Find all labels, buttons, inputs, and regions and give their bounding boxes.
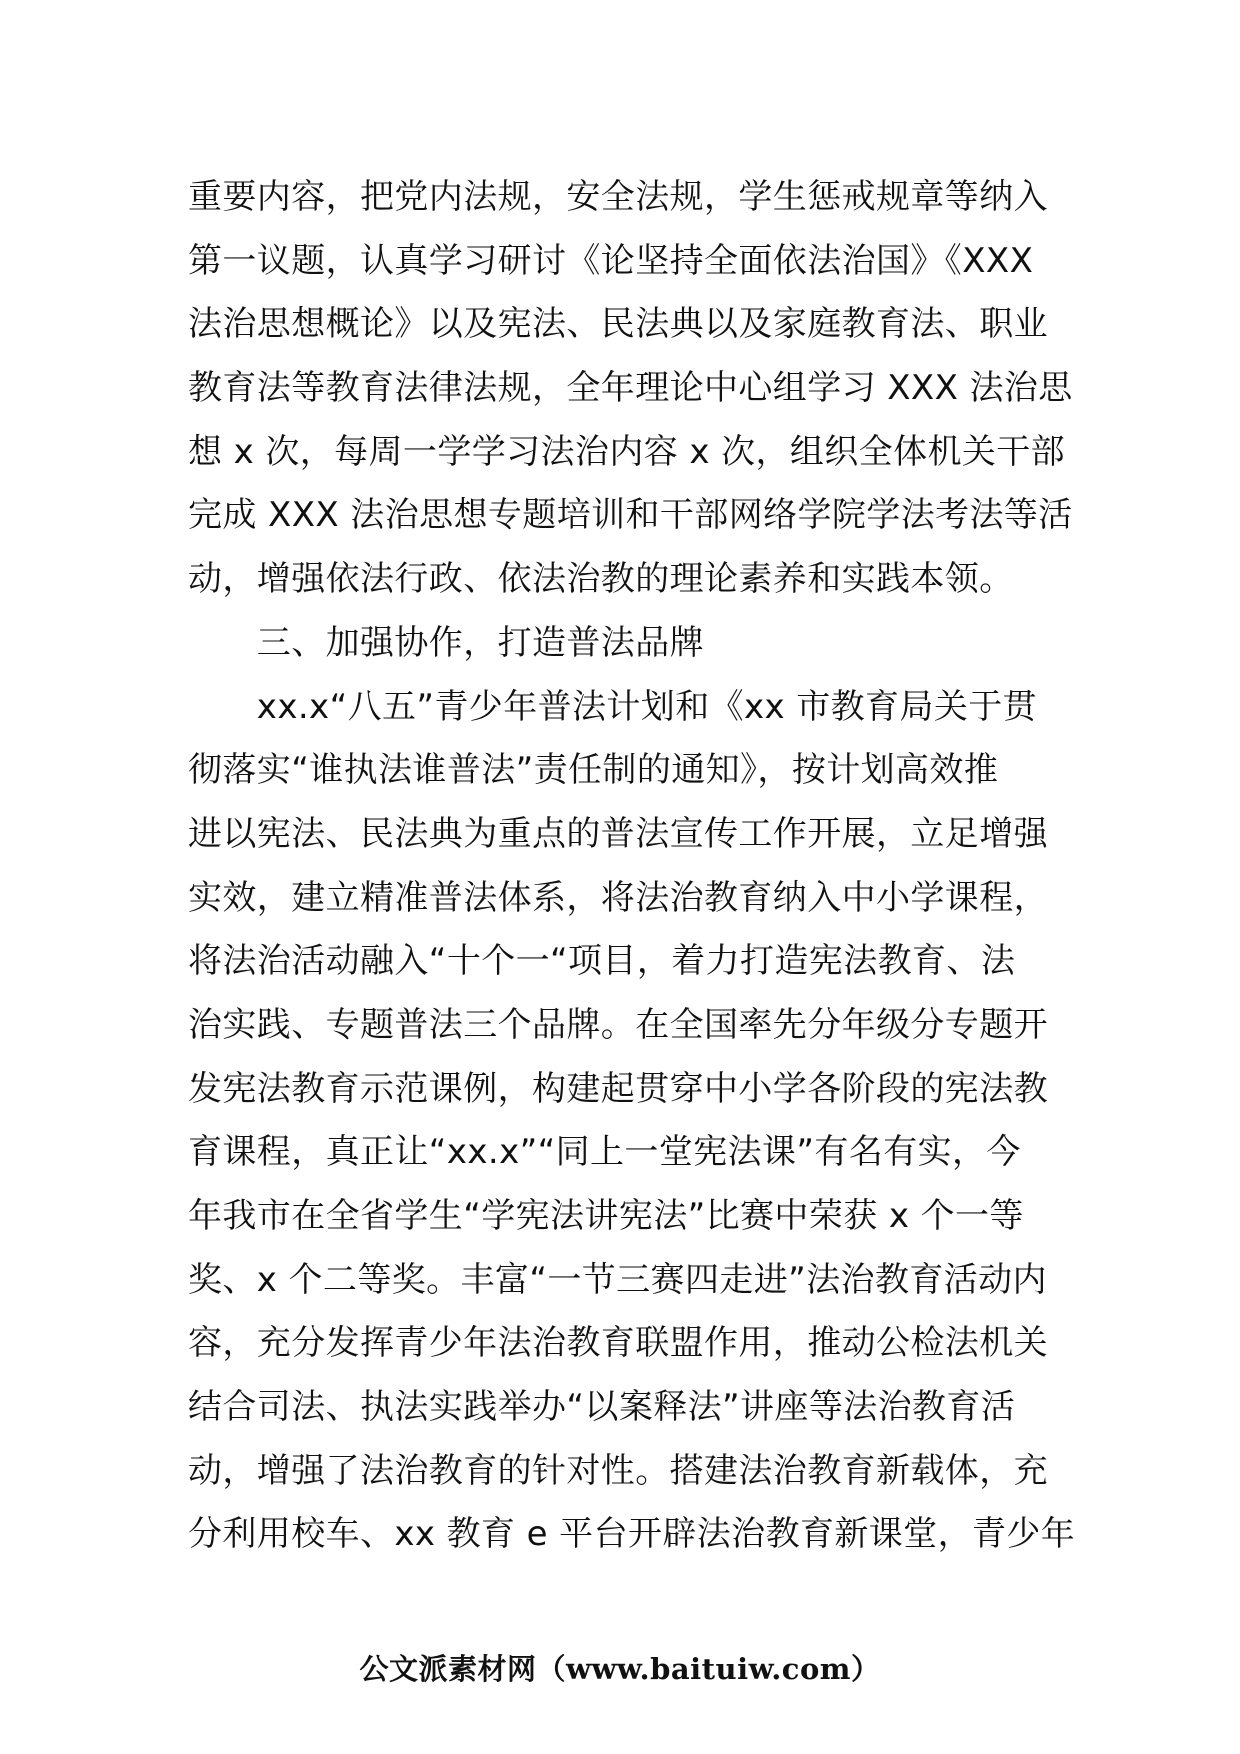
text-line: 重要内容，把党内法规，安全法规，学生惩戒规章等纳入 (188, 177, 1048, 217)
text-line: xx.x“八五”青少年普法计划和《xx 市教育局关于贯 (188, 686, 1038, 727)
text-line: 完成 XXX 法治思想专题培训和干部网络学院学法考法等活 (188, 495, 1073, 536)
text-line: 容，充分发挥青少年法治教育联盟作用，推动公检法机关 (188, 1323, 1048, 1364)
text-line: 实效，建立精准普法体系，将法治教育纳入中小学课程， (188, 877, 1048, 918)
section-heading: 三、加强协作，打造普法品牌 (188, 622, 704, 663)
text-line: 法治思想概论》以及宪法、民法典以及家庭教育法、职业 (188, 304, 1048, 345)
text-line: 彻落实“谁执法谁普法”责任制的通知》，按计划高效推 (188, 750, 999, 791)
text-line: 动，增强依法行政、依法治教的理论素养和实践本领。 (188, 559, 1014, 600)
text-line: 治实践、专题普法三个品牌。在全国率先分年级分专题开 (188, 1004, 1048, 1045)
text-line: 第一议题，认真学习研讨《论坚持全面依法治国》《XXX (188, 240, 1034, 281)
text-line: 发宪法教育示范课例，构建起贯穿中小学各阶段的宪法教 (188, 1068, 1048, 1109)
text-line: 教育法等教育法律法规，全年理论中心组学习 XXX 法治思 (188, 368, 1073, 409)
text-line: 动，增强了法治教育的针对性。搭建法治教育新载体，充 (188, 1450, 1048, 1491)
text-line: 育课程，真正让“xx.x”“同上一堂宪法课”有名有实，今 (188, 1132, 1021, 1173)
text-line: 进以宪法、民法典为重点的普法宣传工作开展，立足增强 (188, 813, 1048, 854)
footer-watermark: 公文派素材网（www.baituiw.com） (359, 1652, 881, 1686)
document-body (188, 166, 1076, 1567)
text-line: 年我市在全省学生“学宪法讲宪法”比赛中荣获 x 个一等 (188, 1196, 1024, 1236)
text-line: 将法治活动融入“十个一“项目，着力打造宪法教育、法 (188, 941, 1016, 982)
text-line: 想 x 次，每周一学学习法治内容 x 次，组织全体机关干部 (188, 431, 1066, 472)
text-line: 结合司法、执法实践举办“以案释法”讲座等法治教育活 (188, 1387, 1016, 1428)
text-line: 奖、x 个二等奖。丰富“一节三赛四走进”法治教育活动内 (188, 1259, 1047, 1300)
text-line: 分利用校车、xx 教育 e 平台开辟法治教育新课堂，青少年 (188, 1514, 1076, 1555)
